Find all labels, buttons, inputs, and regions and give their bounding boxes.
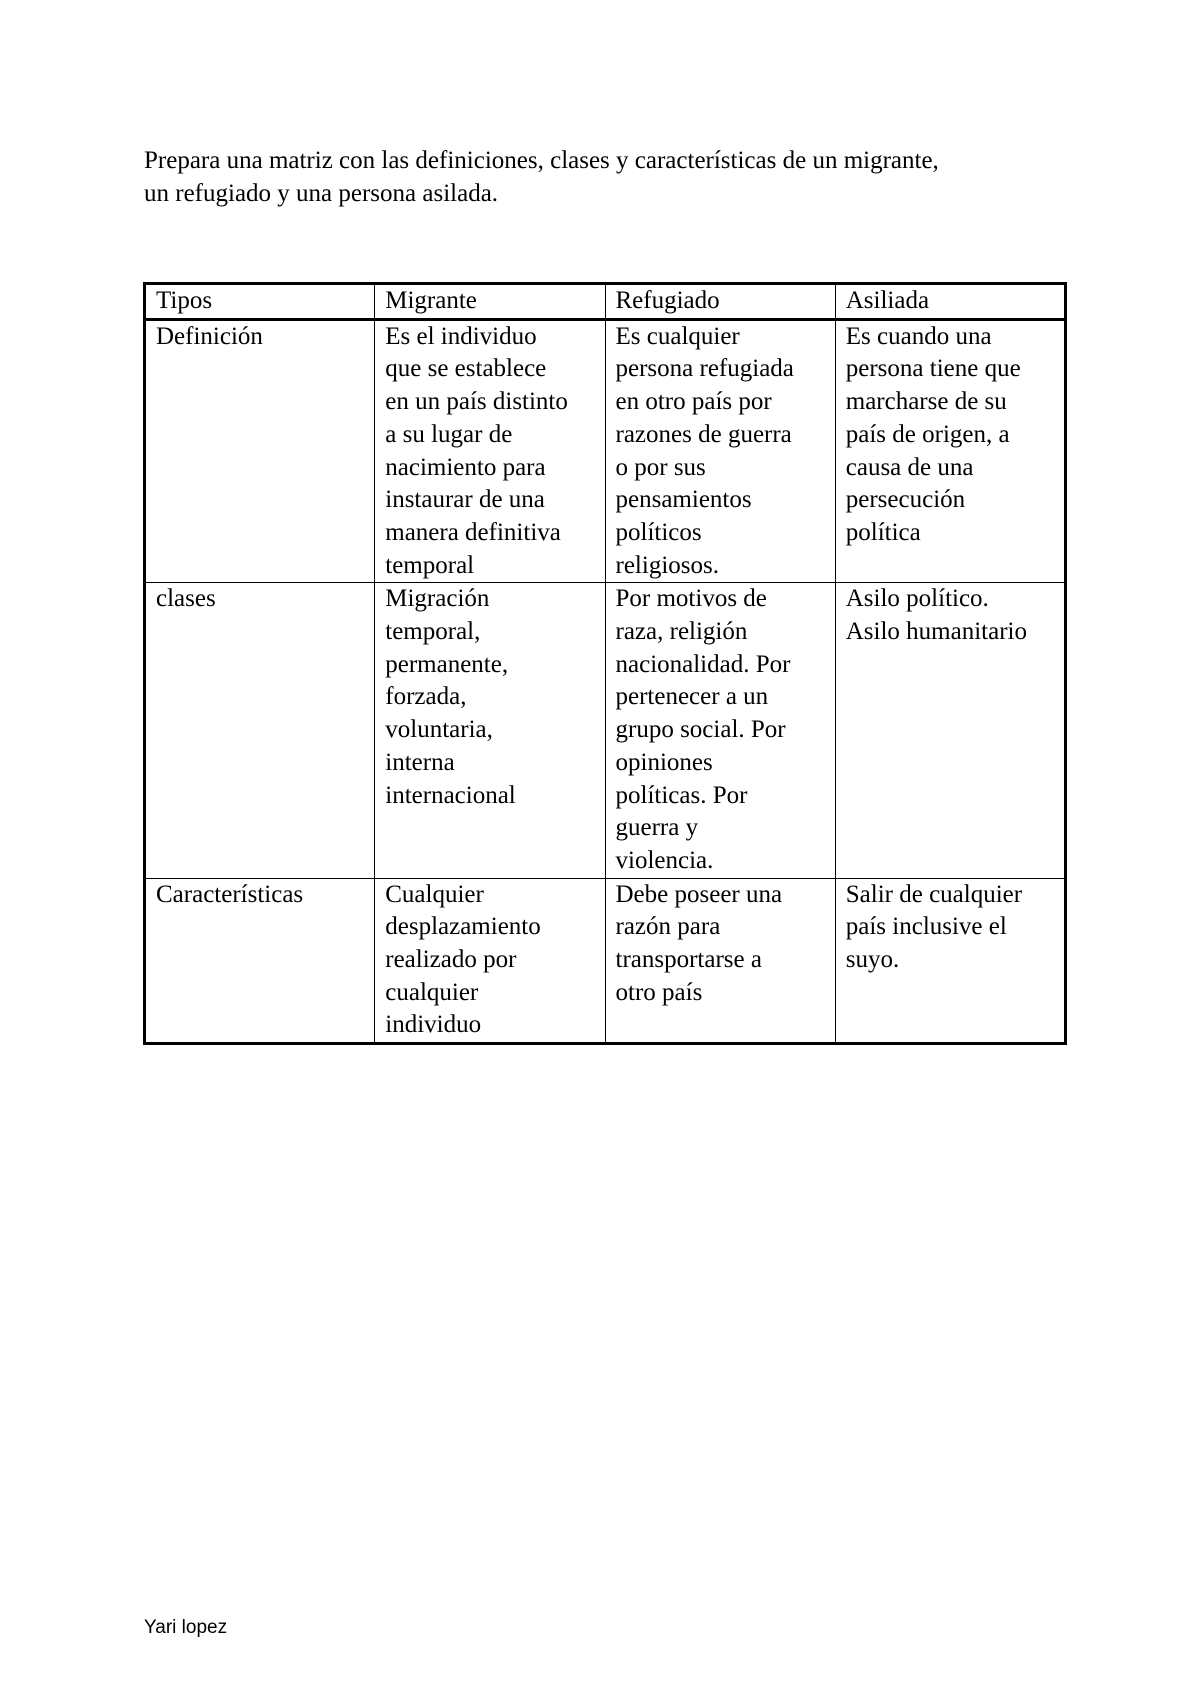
cell-line: suyo. [845,946,900,974]
cell-line: nacimiento para [385,453,546,481]
cell-line: marcharse de su [845,388,1007,416]
header-tipos: Tipos [145,284,375,320]
cell-line: en otro país por [615,388,772,416]
cell-line: causa de una [845,453,974,481]
cell-line: Por motivos de [615,585,767,613]
cell-line: violencia. [615,846,714,874]
comparison-matrix [143,282,1067,1045]
cell-line: permanente, [385,650,509,678]
cell-line: persecución [845,486,966,514]
matrix-header-row [145,284,1066,320]
header-asiliada: Asiliada [835,284,1065,320]
cell-caracteristicas-migrante [375,878,605,1044]
cell-line: pensamientos [615,486,752,514]
cell-clases-refugiado [605,583,835,878]
row-label: clases [145,583,375,878]
cell-line: religiosos. [615,551,719,579]
footer-author: Yari lopez [144,1617,228,1638]
cell-line: que se establece [385,355,547,383]
cell-line: en un país distinto [385,388,568,416]
cell-line: Salir de cualquier [845,880,1023,908]
cell-line: razón para [615,913,721,941]
header-refugiado: Refugiado [605,284,835,320]
cell-line: transportarse a [615,946,762,974]
cell-line: Asilo político. [845,585,989,613]
cell-line: políticos [615,518,702,546]
cell-caracteristicas-refugiado [605,878,835,1044]
header-migrante: Migrante [375,284,605,320]
cell-definicion-asiliada [835,319,1065,583]
matrix-row-caracteristicas [145,878,1066,1044]
cell-caracteristicas-asiliada [835,878,1065,1044]
cell-line: manera definitiva [385,518,561,546]
cell-definicion-migrante [375,319,605,583]
cell-line: cualquier [385,978,479,1006]
row-label: Características [145,878,375,1044]
cell-line: desplazamiento [385,913,541,941]
cell-line: políticas. Por [615,781,748,809]
cell-line: Asilo humanitario [845,618,1027,646]
matrix-body [145,319,1066,1043]
cell-clases-asiliada [835,583,1065,878]
row-label: Definición [145,319,375,583]
assignment-prompt [144,144,1064,210]
cell-line: interna [385,748,455,776]
cell-line: grupo social. Por [615,716,786,744]
cell-line: realizado por [385,946,517,974]
cell-line: instaurar de una [385,486,545,514]
cell-line: Es cualquier [615,322,740,350]
cell-line: a su lugar de [385,420,513,448]
cell-line: forzada, [385,683,467,711]
cell-line: o por sus [615,453,706,481]
cell-line: país inclusive el [845,913,1007,941]
cell-line: opiniones [615,748,713,776]
matrix-row-clases [145,583,1066,878]
cell-line: Debe poseer una [615,880,783,908]
cell-line: Es cuando una [845,322,992,350]
cell-line: temporal, [385,618,481,646]
prompt-line: Prepara una matriz con las definiciones, clases y características de un migrante, [144,147,939,174]
cell-line: persona tiene que [845,355,1021,383]
cell-definicion-refugiado [605,319,835,583]
cell-line: temporal [385,551,475,579]
cell-line: política [845,518,921,546]
cell-line: país de origen, a [845,420,1010,448]
prompt-line: un refugiado y una persona asilada. [144,180,499,207]
cell-line: Migración [385,585,490,613]
cell-line: Es el individuo [385,322,537,350]
cell-line: voluntaria, [385,716,493,744]
matrix-row-definicion [145,319,1066,583]
cell-line: individuo [385,1011,482,1039]
cell-line: raza, religión [615,618,748,646]
cell-line: Cualquier [385,880,484,908]
cell-line: internacional [385,781,516,809]
cell-line: otro país [615,978,703,1006]
cell-clases-migrante [375,583,605,878]
cell-line: nacionalidad. Por [615,650,791,678]
cell-line: persona refugiada [615,355,794,383]
cell-line: pertenecer a un [615,683,769,711]
cell-line: razones de guerra [615,420,792,448]
cell-line: guerra y [615,814,699,842]
